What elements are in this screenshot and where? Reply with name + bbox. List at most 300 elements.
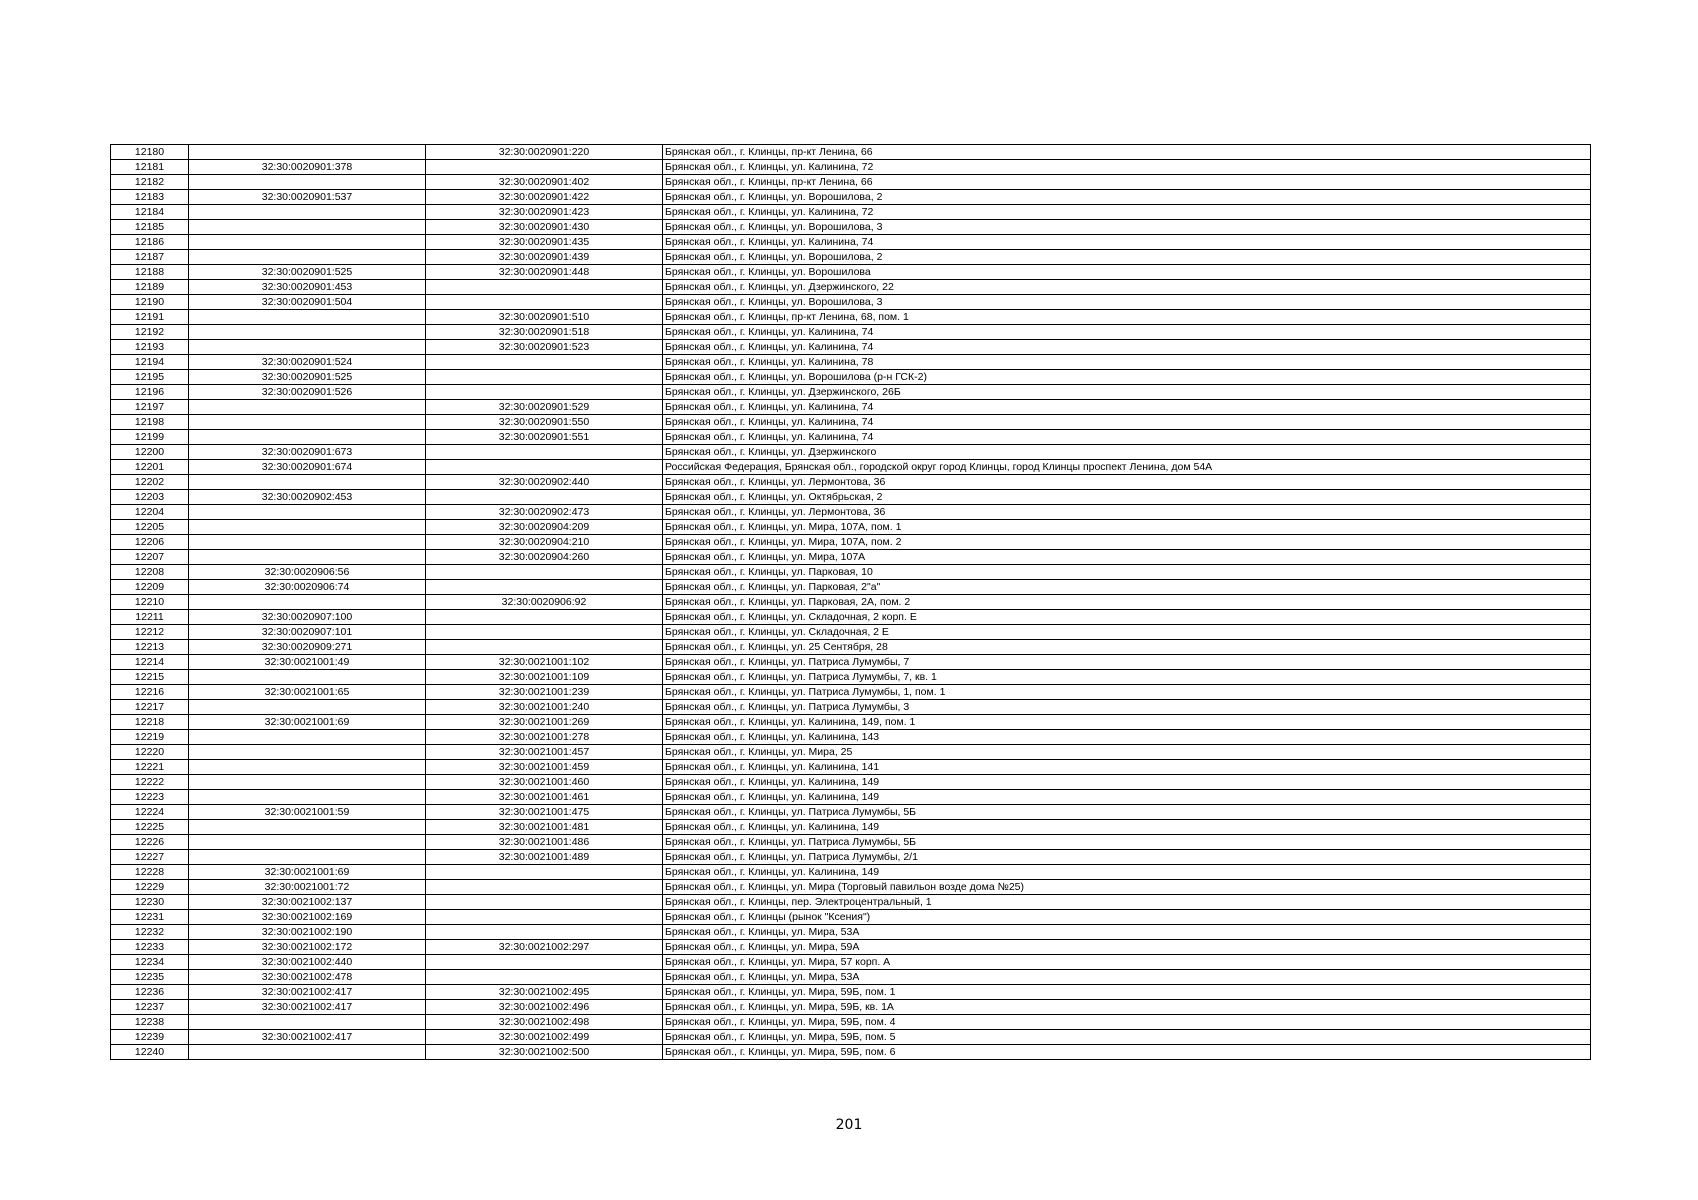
building-cadastral-number-cell <box>426 370 663 385</box>
address-cell: Брянская обл., г. Клинцы, ул. Патриса Лумумбы, 7, кв. 1 <box>663 670 1591 685</box>
land-cadastral-number-cell <box>189 820 426 835</box>
table-row <box>111 520 1591 535</box>
land-cadastral-number-cell: 32:30:0021002:137 <box>189 895 426 910</box>
building-cadastral-number-cell: 32:30:0021001:481 <box>426 820 663 835</box>
table-row <box>111 970 1591 985</box>
table-row <box>111 445 1591 460</box>
row-number-cell: 12190 <box>111 295 189 310</box>
address-cell: Брянская обл., г. Клинцы, ул. Калинина, 74 <box>663 400 1591 415</box>
building-cadastral-number-cell: 32:30:0020901:518 <box>426 325 663 340</box>
building-cadastral-number-cell <box>426 865 663 880</box>
land-cadastral-number-cell: 32:30:0020901:504 <box>189 295 426 310</box>
row-number-cell: 12206 <box>111 535 189 550</box>
address-cell: Брянская обл., г. Клинцы, ул. Парковая, 2А, пом. 2 <box>663 595 1591 610</box>
building-cadastral-number-cell: 32:30:0021001:278 <box>426 730 663 745</box>
table-row <box>111 730 1591 745</box>
address-cell: Брянская обл., г. Клинцы, ул. Октябрьская, 2 <box>663 490 1591 505</box>
address-cell: Брянская обл., г. Клинцы, ул. 25 Сентября, 28 <box>663 640 1591 655</box>
building-cadastral-number-cell: 32:30:0020901:439 <box>426 250 663 265</box>
land-cadastral-number-cell <box>189 790 426 805</box>
row-number-cell: 12195 <box>111 370 189 385</box>
address-cell: Брянская обл., г. Клинцы, ул. Мира, 59Б, кв. 1А <box>663 1000 1591 1015</box>
address-cell: Брянская обл., г. Клинцы, ул. Ворошилова, 3 <box>663 220 1591 235</box>
building-cadastral-number-cell: 32:30:0021001:269 <box>426 715 663 730</box>
building-cadastral-number-cell: 32:30:0021001:457 <box>426 745 663 760</box>
row-number-cell: 12221 <box>111 760 189 775</box>
address-cell: Российская Федерация, Брянская обл., городской округ город Клинцы, город Клинцы проспект Ленина, дом 54А <box>663 460 1591 475</box>
building-cadastral-number-cell <box>426 955 663 970</box>
address-cell: Брянская обл., г. Клинцы, ул. Лермонтова, 36 <box>663 475 1591 490</box>
land-cadastral-number-cell: 32:30:0021002:417 <box>189 1000 426 1015</box>
land-cadastral-number-cell: 32:30:0021002:478 <box>189 970 426 985</box>
table-row <box>111 325 1591 340</box>
table-row <box>111 310 1591 325</box>
building-cadastral-number-cell <box>426 970 663 985</box>
building-cadastral-number-cell: 32:30:0020901:423 <box>426 205 663 220</box>
building-cadastral-number-cell <box>426 445 663 460</box>
row-number-cell: 12215 <box>111 670 189 685</box>
row-number-cell: 12192 <box>111 325 189 340</box>
building-cadastral-number-cell: 32:30:0021001:460 <box>426 775 663 790</box>
building-cadastral-number-cell: 32:30:0021001:461 <box>426 790 663 805</box>
building-cadastral-number-cell: 32:30:0020904:209 <box>426 520 663 535</box>
address-cell: Брянская обл., г. Клинцы, ул. Мира, 107А, пом. 2 <box>663 535 1591 550</box>
land-cadastral-number-cell <box>189 535 426 550</box>
address-cell: Брянская обл., г. Клинцы, ул. Мира, 59А <box>663 940 1591 955</box>
table-row <box>111 940 1591 955</box>
address-cell: Брянская обл., г. Клинцы, ул. Ворошилова (р-н ГСК-2) <box>663 370 1591 385</box>
table-row <box>111 790 1591 805</box>
table-row <box>111 1030 1591 1045</box>
address-cell: Брянская обл., г. Клинцы (рынок "Ксения") <box>663 910 1591 925</box>
table-row <box>111 805 1591 820</box>
building-cadastral-number-cell: 32:30:0020901:523 <box>426 340 663 355</box>
table-row <box>111 550 1591 565</box>
row-number-cell: 12180 <box>111 145 189 160</box>
building-cadastral-number-cell: 32:30:0020901:402 <box>426 175 663 190</box>
row-number-cell: 12188 <box>111 265 189 280</box>
building-cadastral-number-cell <box>426 910 663 925</box>
land-cadastral-number-cell <box>189 730 426 745</box>
table-row <box>111 715 1591 730</box>
table-row <box>111 220 1591 235</box>
building-cadastral-number-cell: 32:30:0021001:486 <box>426 835 663 850</box>
land-cadastral-number-cell <box>189 775 426 790</box>
row-number-cell: 12204 <box>111 505 189 520</box>
row-number-cell: 12229 <box>111 880 189 895</box>
address-cell: Брянская обл., г. Клинцы, ул. Мира, 25 <box>663 745 1591 760</box>
row-number-cell: 12198 <box>111 415 189 430</box>
table-row <box>111 640 1591 655</box>
land-cadastral-number-cell <box>189 850 426 865</box>
building-cadastral-number-cell <box>426 610 663 625</box>
address-cell: Брянская обл., г. Клинцы, ул. Патриса Лумумбы, 1, пом. 1 <box>663 685 1591 700</box>
row-number-cell: 12182 <box>111 175 189 190</box>
address-cell: Брянская обл., г. Клинцы, ул. Патриса Лумумбы, 5Б <box>663 835 1591 850</box>
land-cadastral-number-cell <box>189 700 426 715</box>
row-number-cell: 12187 <box>111 250 189 265</box>
table-row <box>111 385 1591 400</box>
address-cell: Брянская обл., г. Клинцы, ул. Патриса Лумумбы, 3 <box>663 700 1591 715</box>
land-cadastral-number-cell <box>189 475 426 490</box>
row-number-cell: 12209 <box>111 580 189 595</box>
building-cadastral-number-cell: 32:30:0021001:240 <box>426 700 663 715</box>
address-cell: Брянская обл., г. Клинцы, ул. Ворошилова, 3 <box>663 295 1591 310</box>
table-row <box>111 625 1591 640</box>
address-cell: Брянская обл., г. Клинцы, ул. Патриса Лумумбы, 5Б <box>663 805 1591 820</box>
row-number-cell: 12236 <box>111 985 189 1000</box>
address-cell: Брянская обл., г. Клинцы, пр-кт Ленина, 66 <box>663 175 1591 190</box>
address-cell: Брянская обл., г. Клинцы, ул. Патриса Лумумбы, 2/1 <box>663 850 1591 865</box>
land-cadastral-number-cell: 32:30:0020901:673 <box>189 445 426 460</box>
address-cell: Брянская обл., г. Клинцы, ул. Калинина, 141 <box>663 760 1591 775</box>
row-number-cell: 12200 <box>111 445 189 460</box>
address-cell: Брянская обл., г. Клинцы, ул. Калинина, 72 <box>663 160 1591 175</box>
table-row <box>111 595 1591 610</box>
table-row <box>111 280 1591 295</box>
land-cadastral-number-cell: 32:30:0020901:524 <box>189 355 426 370</box>
land-cadastral-number-cell: 32:30:0020901:525 <box>189 370 426 385</box>
building-cadastral-number-cell: 32:30:0021002:496 <box>426 1000 663 1015</box>
row-number-cell: 12202 <box>111 475 189 490</box>
land-cadastral-number-cell: 32:30:0021002:440 <box>189 955 426 970</box>
row-number-cell: 12216 <box>111 685 189 700</box>
building-cadastral-number-cell: 32:30:0020902:473 <box>426 505 663 520</box>
address-cell: Брянская обл., г. Клинцы, ул. Дзержинского, 22 <box>663 280 1591 295</box>
land-cadastral-number-cell: 32:30:0020901:526 <box>189 385 426 400</box>
building-cadastral-number-cell <box>426 460 663 475</box>
address-cell: Брянская обл., г. Клинцы, ул. Дзержинского <box>663 445 1591 460</box>
row-number-cell: 12237 <box>111 1000 189 1015</box>
row-number-cell: 12194 <box>111 355 189 370</box>
address-cell: Брянская обл., г. Клинцы, пер. Электроцентральный, 1 <box>663 895 1591 910</box>
land-cadastral-number-cell <box>189 310 426 325</box>
row-number-cell: 12217 <box>111 700 189 715</box>
row-number-cell: 12199 <box>111 430 189 445</box>
address-cell: Брянская обл., г. Клинцы, ул. Калинина, 149 <box>663 775 1591 790</box>
address-cell: Брянская обл., г. Клинцы, ул. Парковая, 10 <box>663 565 1591 580</box>
land-cadastral-number-cell: 32:30:0020901:674 <box>189 460 426 475</box>
table-row <box>111 775 1591 790</box>
land-cadastral-number-cell: 32:30:0020906:56 <box>189 565 426 580</box>
building-cadastral-number-cell <box>426 355 663 370</box>
row-number-cell: 12224 <box>111 805 189 820</box>
table-row <box>111 205 1591 220</box>
land-cadastral-number-cell: 32:30:0020909:271 <box>189 640 426 655</box>
land-cadastral-number-cell <box>189 400 426 415</box>
address-cell: Брянская обл., г. Клинцы, ул. Складочная, 2 корп. Е <box>663 610 1591 625</box>
row-number-cell: 12191 <box>111 310 189 325</box>
row-number-cell: 12197 <box>111 400 189 415</box>
land-cadastral-number-cell: 32:30:0021001:49 <box>189 655 426 670</box>
row-number-cell: 12231 <box>111 910 189 925</box>
address-cell: Брянская обл., г. Клинцы, ул. Калинина, 143 <box>663 730 1591 745</box>
land-cadastral-number-cell <box>189 175 426 190</box>
land-cadastral-number-cell <box>189 520 426 535</box>
row-number-cell: 12211 <box>111 610 189 625</box>
building-cadastral-number-cell: 32:30:0020901:510 <box>426 310 663 325</box>
table-body <box>111 145 1591 1060</box>
land-cadastral-number-cell: 32:30:0021001:59 <box>189 805 426 820</box>
land-cadastral-number-cell: 32:30:0020901:453 <box>189 280 426 295</box>
row-number-cell: 12186 <box>111 235 189 250</box>
row-number-cell: 12212 <box>111 625 189 640</box>
address-cell: Брянская обл., г. Клинцы, ул. Калинина, 149, пом. 1 <box>663 715 1591 730</box>
land-cadastral-number-cell <box>189 145 426 160</box>
row-number-cell: 12227 <box>111 850 189 865</box>
address-cell: Брянская обл., г. Клинцы, ул. Мира, 53А <box>663 925 1591 940</box>
land-cadastral-number-cell: 32:30:0021002:169 <box>189 910 426 925</box>
row-number-cell: 12230 <box>111 895 189 910</box>
building-cadastral-number-cell: 32:30:0020901:529 <box>426 400 663 415</box>
table-row <box>111 880 1591 895</box>
building-cadastral-number-cell: 32:30:0020901:430 <box>426 220 663 235</box>
land-cadastral-number-cell <box>189 340 426 355</box>
address-cell: Брянская обл., г. Клинцы, ул. Мира, 107А, пом. 1 <box>663 520 1591 535</box>
row-number-cell: 12218 <box>111 715 189 730</box>
address-cell: Брянская обл., г. Клинцы, ул. Дзержинского, 26Б <box>663 385 1591 400</box>
building-cadastral-number-cell <box>426 580 663 595</box>
row-number-cell: 12193 <box>111 340 189 355</box>
row-number-cell: 12219 <box>111 730 189 745</box>
table-row <box>111 1045 1591 1060</box>
building-cadastral-number-cell <box>426 280 663 295</box>
land-cadastral-number-cell <box>189 745 426 760</box>
row-number-cell: 12235 <box>111 970 189 985</box>
building-cadastral-number-cell <box>426 295 663 310</box>
address-cell: Брянская обл., г. Клинцы, пр-кт Ленина, 68, пом. 1 <box>663 310 1591 325</box>
address-cell: Брянская обл., г. Клинцы, ул. Мира, 59Б, пом. 6 <box>663 1045 1591 1060</box>
row-number-cell: 12203 <box>111 490 189 505</box>
address-cell: Брянская обл., г. Клинцы, ул. Калинина, 74 <box>663 430 1591 445</box>
row-number-cell: 12214 <box>111 655 189 670</box>
table-row <box>111 505 1591 520</box>
table-row <box>111 925 1591 940</box>
table-row <box>111 850 1591 865</box>
table-row <box>111 700 1591 715</box>
building-cadastral-number-cell: 32:30:0021001:102 <box>426 655 663 670</box>
row-number-cell: 12226 <box>111 835 189 850</box>
land-cadastral-number-cell: 32:30:0020907:101 <box>189 625 426 640</box>
table-row <box>111 685 1591 700</box>
row-number-cell: 12225 <box>111 820 189 835</box>
row-number-cell: 12222 <box>111 775 189 790</box>
building-cadastral-number-cell: 32:30:0020901:422 <box>426 190 663 205</box>
row-number-cell: 12223 <box>111 790 189 805</box>
row-number-cell: 12205 <box>111 520 189 535</box>
address-cell: Брянская обл., г. Клинцы, ул. Лермонтова, 36 <box>663 505 1591 520</box>
address-cell: Брянская обл., г. Клинцы, ул. Ворошилова <box>663 265 1591 280</box>
address-cell: Брянская обл., г. Клинцы, пр-кт Ленина, 66 <box>663 145 1591 160</box>
row-number-cell: 12210 <box>111 595 189 610</box>
land-cadastral-number-cell <box>189 835 426 850</box>
address-cell: Брянская обл., г. Клинцы, ул. Складочная, 2 Е <box>663 625 1591 640</box>
table-row <box>111 1015 1591 1030</box>
table-row <box>111 490 1591 505</box>
address-cell: Брянская обл., г. Клинцы, ул. Калинина, 149 <box>663 820 1591 835</box>
building-cadastral-number-cell <box>426 160 663 175</box>
land-cadastral-number-cell: 32:30:0020907:100 <box>189 610 426 625</box>
address-cell: Брянская обл., г. Клинцы, ул. Мира, 59Б, пом. 1 <box>663 985 1591 1000</box>
table-row <box>111 250 1591 265</box>
land-cadastral-number-cell <box>189 760 426 775</box>
address-cell: Брянская обл., г. Клинцы, ул. Калинина, 72 <box>663 205 1591 220</box>
land-cadastral-number-cell: 32:30:0020906:74 <box>189 580 426 595</box>
building-cadastral-number-cell: 32:30:0020901:220 <box>426 145 663 160</box>
building-cadastral-number-cell: 32:30:0021001:475 <box>426 805 663 820</box>
building-cadastral-number-cell: 32:30:0021001:239 <box>426 685 663 700</box>
table-row <box>111 400 1591 415</box>
table-row <box>111 460 1591 475</box>
land-cadastral-number-cell <box>189 670 426 685</box>
land-cadastral-number-cell <box>189 220 426 235</box>
address-cell: Брянская обл., г. Клинцы, ул. Калинина, 74 <box>663 325 1591 340</box>
land-cadastral-number-cell <box>189 235 426 250</box>
building-cadastral-number-cell <box>426 880 663 895</box>
land-cadastral-number-cell: 32:30:0021002:172 <box>189 940 426 955</box>
table-row <box>111 190 1591 205</box>
land-cadastral-number-cell: 32:30:0021001:72 <box>189 880 426 895</box>
table-row <box>111 745 1591 760</box>
building-cadastral-number-cell <box>426 925 663 940</box>
table-row <box>111 895 1591 910</box>
land-cadastral-number-cell: 32:30:0020901:525 <box>189 265 426 280</box>
table-row <box>111 175 1591 190</box>
table-row <box>111 415 1591 430</box>
land-cadastral-number-cell: 32:30:0020901:537 <box>189 190 426 205</box>
building-cadastral-number-cell <box>426 385 663 400</box>
land-cadastral-number-cell: 32:30:0020901:378 <box>189 160 426 175</box>
land-cadastral-number-cell <box>189 550 426 565</box>
table-row <box>111 955 1591 970</box>
address-cell: Брянская обл., г. Клинцы, ул. Калинина, 78 <box>663 355 1591 370</box>
table-row <box>111 1000 1591 1015</box>
row-number-cell: 12233 <box>111 940 189 955</box>
land-cadastral-number-cell: 32:30:0021001:69 <box>189 715 426 730</box>
row-number-cell: 12232 <box>111 925 189 940</box>
row-number-cell: 12185 <box>111 220 189 235</box>
building-cadastral-number-cell: 32:30:0021001:459 <box>426 760 663 775</box>
table-row <box>111 355 1591 370</box>
building-cadastral-number-cell: 32:30:0021002:498 <box>426 1015 663 1030</box>
building-cadastral-number-cell: 32:30:0021002:495 <box>426 985 663 1000</box>
building-cadastral-number-cell: 32:30:0020901:435 <box>426 235 663 250</box>
land-cadastral-number-cell <box>189 325 426 340</box>
table-row <box>111 295 1591 310</box>
table-row <box>111 145 1591 160</box>
building-cadastral-number-cell <box>426 565 663 580</box>
address-cell: Брянская обл., г. Клинцы, ул. Калинина, 149 <box>663 865 1591 880</box>
table-row <box>111 670 1591 685</box>
building-cadastral-number-cell <box>426 895 663 910</box>
land-cadastral-number-cell: 32:30:0020902:453 <box>189 490 426 505</box>
row-number-cell: 12208 <box>111 565 189 580</box>
row-number-cell: 12220 <box>111 745 189 760</box>
building-cadastral-number-cell: 32:30:0021002:499 <box>426 1030 663 1045</box>
building-cadastral-number-cell <box>426 640 663 655</box>
land-cadastral-number-cell <box>189 430 426 445</box>
building-cadastral-number-cell: 32:30:0020901:550 <box>426 415 663 430</box>
address-cell: Брянская обл., г. Клинцы, ул. Парковая, 2"а" <box>663 580 1591 595</box>
row-number-cell: 12201 <box>111 460 189 475</box>
building-cadastral-number-cell: 32:30:0020906:92 <box>426 595 663 610</box>
table-row <box>111 565 1591 580</box>
land-cadastral-number-cell <box>189 205 426 220</box>
building-cadastral-number-cell <box>426 625 663 640</box>
land-cadastral-number-cell: 32:30:0021002:417 <box>189 985 426 1000</box>
page-number: 201 <box>835 1117 863 1133</box>
table-row <box>111 370 1591 385</box>
row-number-cell: 12238 <box>111 1015 189 1030</box>
row-number-cell: 12239 <box>111 1030 189 1045</box>
row-number-cell: 12183 <box>111 190 189 205</box>
land-cadastral-number-cell: 32:30:0021001:69 <box>189 865 426 880</box>
table-row <box>111 910 1591 925</box>
address-cell: Брянская обл., г. Клинцы, ул. Патриса Лумумбы, 7 <box>663 655 1591 670</box>
row-number-cell: 12189 <box>111 280 189 295</box>
table-row <box>111 760 1591 775</box>
building-cadastral-number-cell: 32:30:0021001:109 <box>426 670 663 685</box>
row-number-cell: 12196 <box>111 385 189 400</box>
row-number-cell: 12228 <box>111 865 189 880</box>
table-row <box>111 475 1591 490</box>
address-cell: Брянская обл., г. Клинцы, ул. Ворошилова, 2 <box>663 250 1591 265</box>
address-cell: Брянская обл., г. Клинцы, ул. Мира, 53А <box>663 970 1591 985</box>
address-cell: Брянская обл., г. Клинцы, ул. Мира, 57 корп. А <box>663 955 1591 970</box>
land-cadastral-number-cell <box>189 1015 426 1030</box>
land-cadastral-number-cell <box>189 250 426 265</box>
building-cadastral-number-cell <box>426 490 663 505</box>
land-cadastral-number-cell: 32:30:0021002:190 <box>189 925 426 940</box>
land-cadastral-number-cell <box>189 415 426 430</box>
row-number-cell: 12213 <box>111 640 189 655</box>
table-row <box>111 430 1591 445</box>
row-number-cell: 12184 <box>111 205 189 220</box>
row-number-cell: 12234 <box>111 955 189 970</box>
table-row <box>111 160 1591 175</box>
address-cell: Брянская обл., г. Клинцы, ул. Калинина, 74 <box>663 235 1591 250</box>
building-cadastral-number-cell: 32:30:0020904:210 <box>426 535 663 550</box>
building-cadastral-number-cell: 32:30:0021001:489 <box>426 850 663 865</box>
building-cadastral-number-cell: 32:30:0021002:500 <box>426 1045 663 1060</box>
row-number-cell: 12207 <box>111 550 189 565</box>
table-row <box>111 985 1591 1000</box>
land-cadastral-number-cell <box>189 505 426 520</box>
table-row <box>111 340 1591 355</box>
table-row <box>111 835 1591 850</box>
table-row <box>111 265 1591 280</box>
land-cadastral-number-cell <box>189 1045 426 1060</box>
table-row <box>111 865 1591 880</box>
address-cell: Брянская обл., г. Клинцы, ул. Мира, 59Б, пом. 4 <box>663 1015 1591 1030</box>
table-row <box>111 655 1591 670</box>
building-cadastral-number-cell: 32:30:0021002:297 <box>426 940 663 955</box>
address-cell: Брянская обл., г. Клинцы, ул. Мира (Торговый павильон возде дома №25) <box>663 880 1591 895</box>
building-cadastral-number-cell: 32:30:0020902:440 <box>426 475 663 490</box>
address-cell: Брянская обл., г. Клинцы, ул. Мира, 59Б, пом. 5 <box>663 1030 1591 1045</box>
land-cadastral-number-cell: 32:30:0021001:65 <box>189 685 426 700</box>
table-row <box>111 580 1591 595</box>
address-cell: Брянская обл., г. Клинцы, ул. Калинина, 74 <box>663 415 1591 430</box>
table-row <box>111 535 1591 550</box>
building-cadastral-number-cell: 32:30:0020901:551 <box>426 430 663 445</box>
address-cell: Брянская обл., г. Клинцы, ул. Ворошилова, 2 <box>663 190 1591 205</box>
address-cell: Брянская обл., г. Клинцы, ул. Калинина, 149 <box>663 790 1591 805</box>
address-cell: Брянская обл., г. Клинцы, ул. Мира, 107А <box>663 550 1591 565</box>
address-cell: Брянская обл., г. Клинцы, ул. Калинина, 74 <box>663 340 1591 355</box>
table-row <box>111 610 1591 625</box>
building-cadastral-number-cell: 32:30:0020901:448 <box>426 265 663 280</box>
